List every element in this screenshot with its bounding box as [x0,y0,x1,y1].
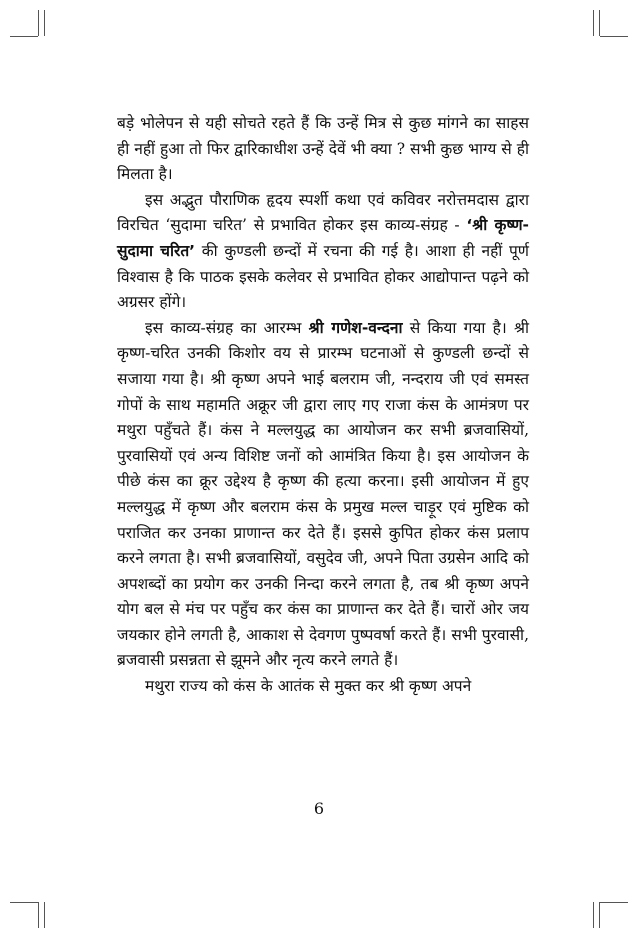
paragraph-text: इस काव्य-संग्रह का आरम्भ [145,318,309,337]
crop-mark [38,10,39,36]
paragraph-text: मथुरा राज्य को कंस के आतंक से मुक्त कर श्री कृष्ण अपने [145,677,472,696]
crop-mark [593,902,594,928]
crop-mark [599,10,600,36]
crop-mark [44,902,45,928]
crop-mark [44,10,45,36]
crop-mark [600,36,628,37]
paragraph-text: बड़े भोलेपन से यही सोचते रहते हैं कि उन्हें मित्र से कुछ मांगने का साहस ही नहीं हुआ तो फिर द्वारिकाधीश उन्हें देवें भी क्या ? सभी कुछ भाग्य से ही मिलता है। [117,114,529,184]
crop-mark [10,36,38,37]
crop-mark [593,10,594,36]
paragraph-text: की कुण्डली छन्दों में रचना की गई है। आशा ही नहीं पूर्ण विश्वास है कि पाठक इसके कलेवर से प्रभावित होकर आद्योपान्त पढ़ने को अग्रसर होंगे। [117,241,530,312]
paragraph-text: इस अद्भुत पौराणिक हृदय स्पर्शी कथा एवं कविवर नरोत्तमदास द्वारा विरचित ‘सुदामा चरित’ से प्रभावित होकर इस काव्य-संग्रह - [117,190,529,235]
crop-mark [38,902,39,928]
book-title-bold: ‘श्री कृष्ण-सुदामा चरित’ [117,216,529,260]
crop-mark [600,902,628,903]
page-body [117,111,529,700]
crop-mark [10,902,38,903]
paragraph-3 [117,316,529,674]
paragraph-4 [117,674,529,700]
paragraph-2 [117,188,529,316]
page-number: 6 [313,799,325,818]
ganesh-vandana-bold: श्री गणेश-वन्दना [308,318,403,337]
paragraph-text: से किया गया है। श्री कृष्ण-चरित उनकी किशोर वय से प्रारम्भ घटनाओं से कुण्डली छन्दों से सजाया गया है। श्री कृष्ण अपने भाई बलराम जी, नन्दराय जी एवं समस्त गोपों के साथ महामति अक्रूर जी द्वारा लाए गए राजा कंस के आमंत्रण पर मथुरा पहुँचते हैं। कंस ने मल्लयुद्ध का आयोजन कर सभी ब्रजवासियों, पुरवासियों एवं अन्य विशिष्ट जनों को आमंत्रित किया है। इस आयोजन के पीछे कंस का क्रूर उद्देश्य है कृष्ण की हत्या करना। इसी आयोजन में हुए मल्लयुद्ध में कृष्ण और बलराम कंस के प्रमुख मल्ल चाड़ूर एवं मुष्टिक को पराजित कर उनका प्राणान्त कर देते हैं। इससे कुपित होकर कंस प्रलाप करने लगता है। सभी ब्रजवासियों, वसुदेव जी, अपने पिता उग्रसेन आदि को अपशब्दों का प्रयोग कर उनकी निन्दा करने लगता है, तब श्री कृष्ण अपने योग बल से मंच पर पहुँच कर कंस का प्राणान्त कर देते हैं। चारों ओर जय जयकार होने लगती है, आकाश से देवगण पुष्पवर्षा करते हैं। सभी पुरवासी, ब्रजवासी प्रसन्नता से झूमने और नृत्य करने लगते हैं। [117,318,529,670]
paragraph-1 [117,111,529,188]
crop-mark [599,902,600,928]
